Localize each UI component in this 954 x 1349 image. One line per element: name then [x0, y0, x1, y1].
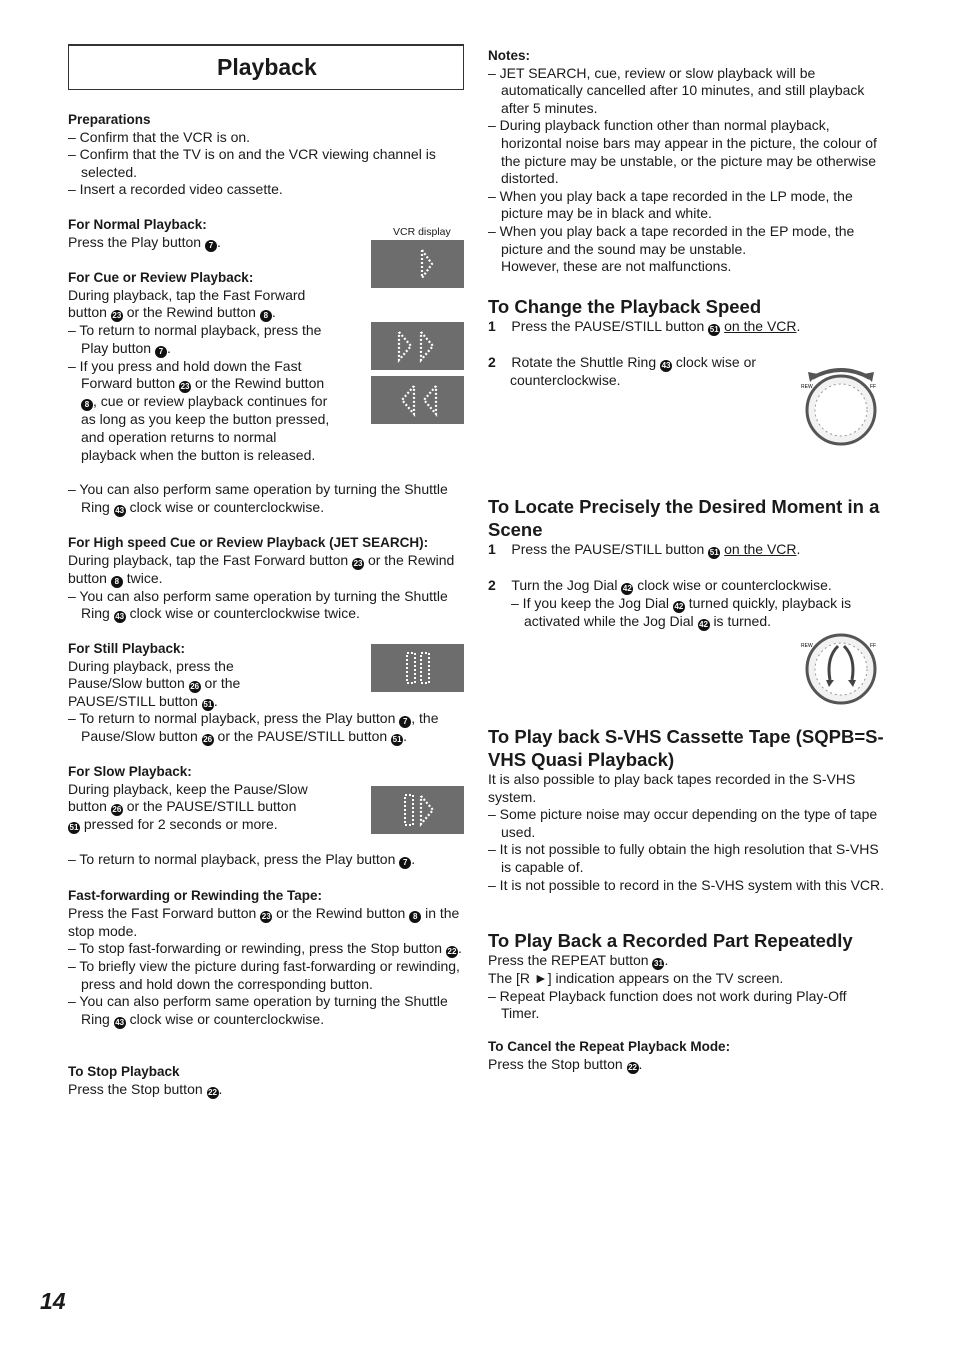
text-fragment: on the VCR	[724, 541, 797, 557]
button-ref-badge: 23	[353, 558, 363, 568]
text-fragment: clock wise or counterclockwise.	[637, 576, 832, 593]
cue-review-section	[68, 269, 333, 464]
text-line: – To return to normal playback, press the Play button 7 , the Pause/Slow button 26 or the PAUSE/STILL button 51 .	[68, 710, 439, 744]
button-ref-badge: 8	[409, 911, 421, 923]
text-fragment: Press the PAUSE/STILL button	[511, 541, 705, 557]
button-ref-badge: 51	[709, 548, 719, 557]
text-line: It is also possible to play back tapes recorded in the S-VHS system.	[488, 771, 856, 805]
button-ref-badge: 51	[69, 823, 79, 833]
stop-playback-section	[68, 1063, 464, 1099]
text-fragment	[371, 322, 464, 370]
ff-label: FF	[870, 643, 877, 649]
text-line: 1 Press the PAUSE/STILL button 51 on the VCR.	[488, 318, 801, 334]
button-ref-badge: 7	[399, 857, 411, 869]
text-fragment: Turn the Jog Dial	[511, 576, 618, 593]
vcr-display-label: VCR display	[393, 226, 451, 238]
text-fragment: Press the Play button	[68, 233, 202, 250]
cue-review-shuttle-note	[68, 481, 464, 517]
text-fragment: – If you keep the Jog Dial	[511, 594, 669, 611]
button-ref-badge: 26	[190, 682, 200, 692]
text-fragment: – To return to normal playback, press the Play button	[68, 710, 396, 726]
text-fragment: During playback, tap the Fast Forward button	[68, 286, 306, 321]
notes-heading: Notes:	[488, 48, 531, 63]
button-ref-badge: 26	[112, 805, 122, 815]
button-ref-badge: 23	[261, 911, 271, 921]
note-item: – JET SEARCH, cue, review or slow playback will be automatically cancelled after 10 minutes, and still playback after 5 minutes.	[488, 64, 865, 116]
vcr-display-review	[371, 376, 464, 424]
rew-label: REW	[801, 643, 813, 649]
text-fragment: or the PAUSE/STILL button	[126, 798, 297, 815]
text-fragment: Press the PAUSE/STILL button	[511, 318, 705, 334]
text-fragment: or the Rewind button	[126, 304, 256, 321]
normal-playback-section	[68, 216, 358, 252]
button-ref-badge: 42	[674, 601, 684, 611]
locate-heading: To Locate Precisely the Desired Moment in a Scene	[488, 496, 880, 540]
text-line: Press the Stop button 22 .	[68, 1080, 223, 1097]
text-line: Press the REPEAT button 31 .	[488, 952, 669, 968]
text-fragment: – You can also perform same operation by turning the Shuttle Ring	[68, 481, 448, 515]
text-fragment: During playback, keep the Pause/Slow button	[68, 780, 308, 815]
still-playback-note	[68, 710, 464, 746]
text-fragment: Press the REPEAT button	[488, 952, 649, 968]
text-line: – To stop fast-forwarding or rewinding, press the Stop button 22 .	[68, 940, 462, 957]
button-ref-badge: 51	[392, 735, 402, 744]
cue-review-item	[68, 358, 333, 464]
page-title: Playback	[217, 54, 317, 80]
text-line: The [R ►] indication appears on the TV screen.	[488, 970, 784, 986]
text-fragment: During playback, tap the Fast Forward button	[68, 551, 349, 568]
button-ref-badge: 22	[628, 1062, 637, 1072]
text-fragment: or the PAUSE/STILL button	[217, 728, 388, 744]
text-fragment: Press the Stop button	[488, 1055, 623, 1072]
text-fragment: – To stop fast-forwarding or rewinding, press the Stop button	[68, 940, 443, 957]
text-fragment: or the PAUSE/STILL button	[68, 675, 241, 710]
ff-rew-heading: Fast-forwarding or Rewinding the Tape:	[68, 888, 323, 903]
button-ref-badge: 42	[622, 583, 632, 593]
svhs-item: – It is not possible to record in the S-VHS system with this VCR.	[488, 876, 885, 893]
svhs-item: – It is not possible to fully obtain the high resolution that S-VHS is capable of.	[488, 841, 879, 875]
text-line: – To return to normal playback, press the Play button 7 .	[68, 851, 416, 867]
shuttle-ring-diagram	[798, 364, 884, 448]
text-line	[68, 481, 464, 517]
text-line	[488, 595, 888, 631]
text-fragment	[371, 240, 464, 288]
notes-section	[488, 47, 888, 276]
text-line: 2 Turn the Jog Dial 42 clock wise or counterclockwise.	[488, 576, 832, 593]
slow-playback-note	[68, 851, 464, 869]
note-item: – During playback function other than normal playback, horizontal noise bars may appear in the picture, the colour of the picture may be unstable, or the picture may be otherwise distorted.	[488, 117, 877, 187]
button-ref-badge: 26	[203, 735, 213, 744]
button-ref-badge: 8	[260, 310, 272, 322]
button-ref-badge: 43	[115, 505, 125, 515]
ff-label: FF	[870, 384, 877, 390]
button-ref-badge: 43	[661, 360, 671, 370]
preparations-heading: Preparations	[68, 112, 151, 127]
slow-playback-section	[68, 763, 308, 834]
text-line: 2 Rotate the Shuttle Ring 43 clock wise or counterclockwise.	[488, 353, 757, 388]
text-line	[488, 336, 888, 354]
button-ref-badge: 42	[699, 619, 708, 629]
vcr-display-slow	[371, 786, 464, 834]
svhs-item: – Some picture noise may occur depending on the type of tape used.	[488, 806, 878, 840]
normal-playback-heading: For Normal Playback:	[68, 217, 207, 232]
note-item: – When you play back a tape recorded in the LP mode, the picture may be in black and white.	[488, 187, 853, 222]
text-fragment: clock wise or counterclockwise.	[129, 1010, 325, 1027]
repeat-section	[488, 929, 888, 1023]
text-fragment: turned quickly, playback is activated while the Jog Dial	[524, 594, 852, 629]
text-fragment: clock wise or counterclockwise.	[129, 498, 325, 515]
text-fragment	[371, 786, 464, 834]
still-playback-heading: For Still Playback:	[68, 641, 186, 656]
text-fragment: – If you press and hold down the Fast Forward button	[68, 357, 302, 392]
text-line: During playback, press the Pause/Slow button 26 or the PAUSE/STILL button 51 .	[68, 657, 241, 710]
text-line	[488, 559, 888, 577]
button-ref-badge: 8	[81, 399, 93, 411]
rew-label: REW	[801, 384, 813, 390]
jet-search-heading: For High speed Cue or Review Playback (JET SEARCH):	[68, 535, 429, 550]
vcr-display-still	[371, 644, 464, 692]
cue-review-text: During playback, tap the Fast Forward button 23 or the Rewind button 8 .	[68, 286, 306, 321]
repeat-heading: To Play Back a Recorded Part Repeatedly	[488, 930, 853, 951]
title-box	[68, 44, 464, 90]
text-fragment: or the Rewind button	[68, 551, 455, 586]
text-line	[68, 781, 308, 835]
text-line: – Repeat Playback function does not work during Play-Off Timer.	[488, 987, 847, 1022]
locate-section	[488, 495, 888, 631]
note-item: However, these are not malfunctions.	[501, 258, 732, 275]
text-fragment: Press the Fast Forward button	[68, 904, 257, 921]
text-fragment: in the stop mode.	[68, 904, 460, 939]
vcr-display-play	[371, 240, 464, 288]
text-fragment: – To return to normal playback, press the Play button	[68, 322, 322, 356]
prep-item: – Confirm that the VCR is on.	[68, 128, 251, 145]
text-fragment: or the Rewind button	[194, 375, 325, 392]
note-item: – When you play back a tape recorded in the EP mode, the picture and the sound may be unstable.	[488, 222, 855, 257]
button-ref-badge: 22	[208, 1087, 217, 1097]
cue-review-heading: For Cue or Review Playback:	[68, 270, 254, 285]
page-number: 14	[40, 1288, 66, 1314]
text-fragment	[371, 376, 464, 424]
button-ref-badge: 23	[112, 311, 122, 321]
text-fragment: – To return to normal playback, press the Play button	[68, 851, 396, 867]
normal-playback-text: Press the Play button 7 .	[68, 233, 221, 250]
button-ref-badge: 31	[654, 959, 663, 968]
ff-rew-section	[68, 887, 464, 1029]
svhs-heading: To Play back S-VHS Cassette Tape (SQPB=S-VHS Quasi Playback)	[488, 726, 884, 770]
slow-playback-heading: For Slow Playback:	[68, 764, 192, 779]
button-ref-badge: 51	[203, 700, 213, 710]
text-fragment: on the VCR	[724, 318, 797, 334]
jog-dial-diagram	[798, 628, 884, 706]
text-fragment: is turned.	[713, 612, 772, 629]
text-fragment: or the Rewind button	[276, 904, 406, 921]
text-fragment: – You can also perform same operation by turning the Shuttle Ring	[68, 993, 448, 1027]
text-line	[68, 552, 464, 588]
text-line	[68, 905, 464, 941]
text-fragment: – You can also perform same operation by turning the Shuttle Ring	[68, 587, 448, 622]
text-fragment: twice.	[126, 569, 163, 586]
speed-heading: To Change the Playback Speed	[488, 296, 762, 317]
text-line: – To briefly view the picture during fast-forwarding or rewinding, press and hold down the corresponding button.	[68, 958, 460, 992]
button-ref-badge: 43	[115, 612, 125, 622]
svhs-section	[488, 725, 888, 894]
button-ref-badge: 8	[111, 576, 123, 588]
button-ref-badge: 7	[399, 716, 411, 728]
text-fragment	[371, 644, 464, 692]
text-line: 1 Press the PAUSE/STILL button 51 on the VCR.	[488, 541, 801, 557]
button-ref-badge: 23	[180, 382, 190, 392]
still-playback-section	[68, 640, 268, 711]
button-ref-badge: 22	[447, 947, 457, 957]
vcr-display-cue	[371, 322, 464, 370]
text-fragment: clock wise or counterclockwise twice.	[129, 605, 360, 622]
text-fragment: Rotate the Shuttle Ring	[511, 353, 657, 370]
text-fragment: , the Pause/Slow button	[81, 710, 439, 744]
button-ref-badge: 43	[115, 1017, 125, 1027]
text-line	[68, 588, 464, 624]
button-ref-badge: 7	[155, 346, 167, 358]
text-fragment: clock wise or counterclockwise.	[510, 353, 757, 388]
text-line: Press the Stop button 22 .	[488, 1055, 643, 1072]
play-button-ref: 7	[205, 240, 217, 252]
cancel-repeat-heading: To Cancel the Repeat Playback Mode:	[488, 1039, 731, 1054]
button-ref-badge: 51	[709, 325, 719, 334]
text-line	[68, 993, 464, 1029]
text-fragment: pressed for 2 seconds or more.	[83, 816, 278, 833]
preparations-section	[68, 111, 464, 199]
stop-playback-heading: To Stop Playback	[68, 1064, 180, 1079]
prep-item: – Insert a recorded video cassette.	[68, 181, 283, 198]
jet-search-section	[68, 534, 464, 623]
cue-review-item: – To return to normal playback, press the Play button 7 .	[68, 322, 322, 356]
text-fragment: Press the Stop button	[68, 1080, 203, 1097]
text-fragment: During playback, press the Pause/Slow button	[68, 657, 234, 692]
cancel-repeat-section	[488, 1038, 888, 1074]
text-fragment: , cue or review playback continues for as long as you keep the button pressed, and operation returns to normal playback when the button is released.	[81, 393, 330, 463]
prep-item: – Confirm that the TV is on and the VCR viewing channel is selected.	[68, 146, 436, 180]
